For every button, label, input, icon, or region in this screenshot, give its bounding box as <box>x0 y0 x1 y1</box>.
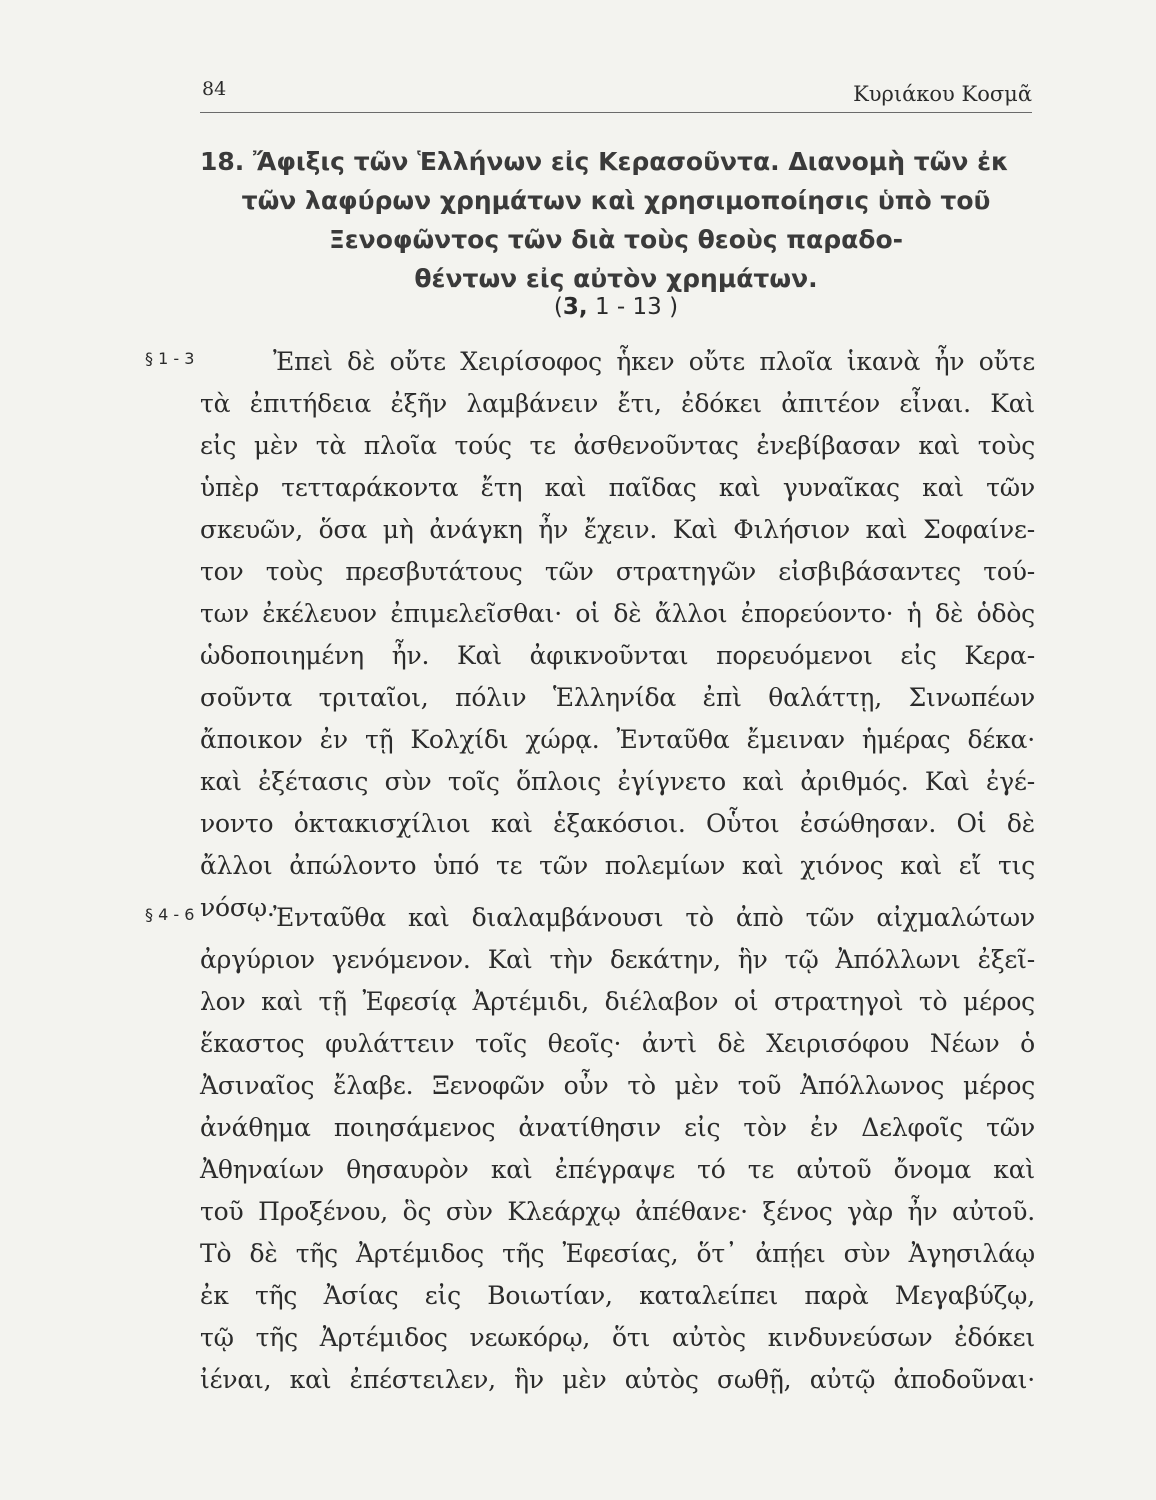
text-line: Ἀσιναῖος ἔλαβε. Ξενοφῶν οὖν τὸ μὲν τοῦ Ἀπόλλωνος μέρος <box>200 1071 1035 1100</box>
text-line: Ἐνταῦθα καὶ διαλαμβάνουσι τὸ ἀπὸ τῶν αἰχμαλώτων <box>273 903 1035 932</box>
text-line: τῷ τῆς Ἀρτέμιδος νεωκόρῳ, ὅτι αὐτὸς κινδυνεύσων ἐδόκει <box>200 1323 1035 1352</box>
text-line: ἄποικον ἐν τῇ Κολχίδι χώρᾳ. Ἐνταῦθα ἔμειναν ἡμέρας δέκα· <box>200 725 1035 754</box>
section-label: § 4 - 6 <box>145 905 195 924</box>
section-label: § 1 - 3 <box>145 349 195 368</box>
chapter-title <box>200 142 1032 298</box>
passage-reference <box>200 294 1032 320</box>
text-line: των ἐκέλευον ἐπιμελεῖσθαι· οἱ δὲ ἄλλοι ἐπορεύοντο· ἡ δὲ ὁδὸς <box>200 599 1035 628</box>
text-line: ἕκαστος φυλάττειν τοῖς θεοῖς· ἀντὶ δὲ Χειρισόφου Νέων ὁ <box>200 1029 1035 1058</box>
text-line: νοντο ὀκτακισχίλιοι καὶ ἑξακόσιοι. Οὗτοι ἐσώθησαν. Οἱ δὲ <box>200 809 1035 838</box>
reference-range: 1 - 13 ) <box>587 294 679 320</box>
page-number: 84 <box>202 78 227 100</box>
chapter-title-line: τῶν λαφύρων χρημάτων καὶ χρησιμοποίησις ὑπὸ τοῦ <box>241 186 991 215</box>
text-line: νόσῳ. <box>200 893 275 922</box>
text-line: τὰ ἐπιτήδεια ἐξῆν λαμβάνειν ἔτι, ἐδόκει ἀπιτέον εἶναι. Καὶ <box>200 389 1035 418</box>
text-line: ὡδοποιημένη ἦν. Καὶ ἀφικνοῦνται πορευόμενοι εἰς Κερα- <box>200 641 1035 670</box>
chapter-title-line: Ξενοφῶντος τῶν διὰ τοὺς θεοὺς παραδο- <box>328 225 904 254</box>
text-line: ἄλλοι ἀπώλοντο ὑπό τε τῶν πολεμίων καὶ χιόνος καὶ εἴ τις <box>200 851 1035 880</box>
page-header <box>200 72 1032 113</box>
text-section-4-6 <box>145 897 1035 1401</box>
running-head: Κυριάκου Κοσμᾶ <box>853 82 1032 106</box>
text-line: ἰέναι, καὶ ἐπέστειλεν, ἣν μὲν αὐτὸς σωθῇ, αὐτῷ ἀποδοῦναι· <box>200 1365 1035 1394</box>
text-line: τοῦ Προξένου, ὃς σὺν Κλεάρχῳ ἀπέθανε· ξένος γὰρ ἦν αὐτοῦ. <box>200 1197 1035 1226</box>
reference-book: 3, <box>562 294 588 320</box>
text-line: ὑπὲρ τετταράκοντα ἔτη καὶ παῖδας καὶ γυναῖκας καὶ τῶν <box>200 473 1035 502</box>
reference-open: ( <box>553 294 563 320</box>
text-line: ἐκ τῆς Ἀσίας εἰς Βοιωτίαν, καταλείπει παρὰ Μεγαβύζῳ, <box>200 1281 1035 1310</box>
text-line: Ἀθηναίων θησαυρὸν καὶ ἐπέγραψε τό τε αὐτοῦ ὄνομα καὶ <box>200 1155 1035 1184</box>
text-line: ἀνάθημα ποιησάμενος ἀνατίθησιν εἰς τὸν ἐν Δελφοῖς τῶν <box>200 1113 1035 1142</box>
text-line: σκευῶν, ὅσα μὴ ἀνάγκη ἦν ἔχειν. Καὶ Φιλήσιον καὶ Σοφαίνε- <box>200 515 1035 544</box>
text-line: ἀργύριον γενόμενον. Καὶ τὴν δεκάτην, ἣν τῷ Ἀπόλλωνι ἐξεῖ- <box>200 945 1035 974</box>
text-line: λον καὶ τῇ Ἐφεσίᾳ Ἀρτέμιδι, διέλαβον οἱ στρατηγοὶ τὸ μέρος <box>200 987 1035 1016</box>
text-line: τον τοὺς πρεσβυτάτους τῶν στρατηγῶν εἰσβιβάσαντες τού- <box>200 557 1035 586</box>
text-line: Τὸ δὲ τῆς Ἀρτέμιδος τῆς Ἐφεσίας, ὅτ᾽ ἀπῄει σὺν Ἀγησιλάῳ <box>200 1239 1035 1268</box>
chapter-title-line: 18. Ἄφιξις τῶν Ἑλλήνων εἰς Κερασοῦντα. Διανομὴ τῶν ἐκ <box>200 147 1009 176</box>
text-line: σοῦντα τριταῖοι, πόλιν Ἑλληνίδα ἐπὶ θαλάττῃ, Σινωπέων <box>200 683 1035 712</box>
text-line: καὶ ἐξέτασις σὺν τοῖς ὅπλοις ἐγίγνετο καὶ ἀριθμός. Καὶ ἐγέ- <box>200 767 1035 796</box>
text-line: εἰς μὲν τὰ πλοῖα τούς τε ἀσθενοῦντας ἐνεβίβασαν καὶ τοὺς <box>200 431 1035 460</box>
chapter-title-line: θέντων εἰς αὐτὸν χρημάτων. <box>414 264 818 293</box>
text-line: Ἐπεὶ δὲ οὔτε Χειρίσοφος ἧκεν οὔτε πλοῖα ἱκανὰ ἦν οὔτε <box>273 347 1035 376</box>
